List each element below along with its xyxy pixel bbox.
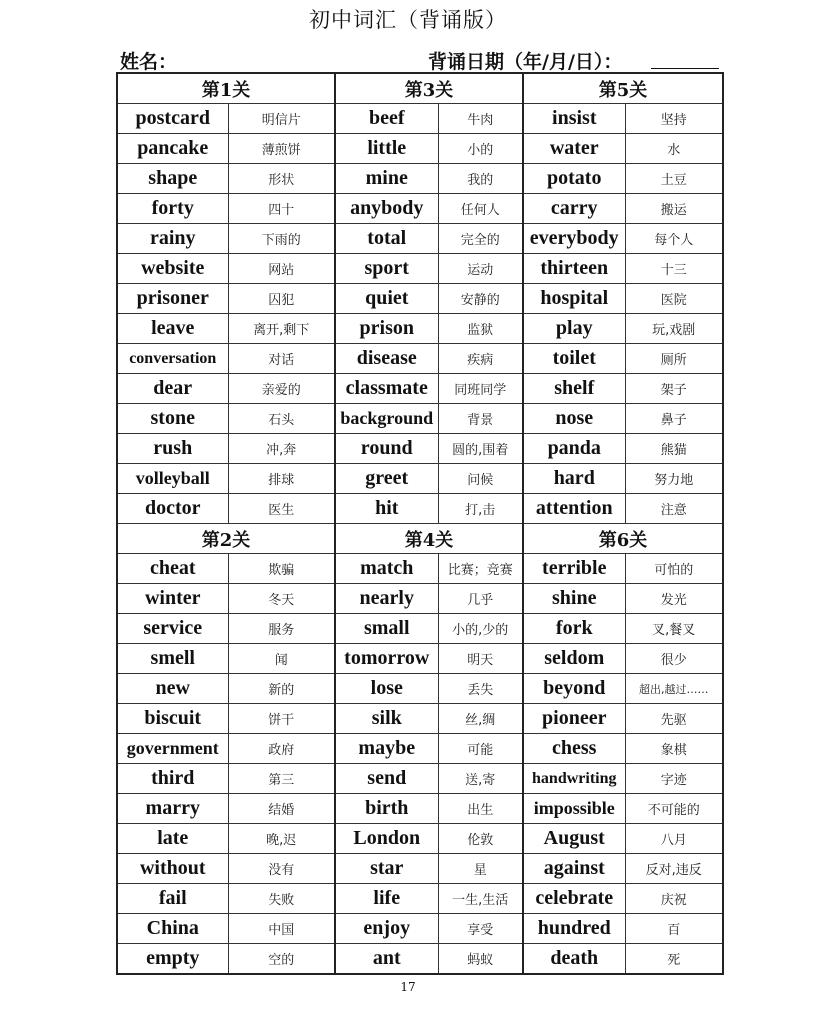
english-word: carry — [523, 194, 625, 224]
chinese-meaning: 圆的,围着 — [438, 434, 523, 464]
english-word: third — [117, 764, 228, 794]
english-word: handwriting — [523, 764, 625, 794]
english-word: shape — [117, 164, 228, 194]
chinese-meaning: 离开,剩下 — [228, 314, 335, 344]
english-word: prison — [335, 314, 438, 344]
vocab-row — [117, 254, 723, 284]
chinese-meaning: 四十 — [228, 194, 335, 224]
english-word: seldom — [523, 644, 625, 674]
level-header: 第1关 — [117, 73, 335, 104]
english-word: shelf — [523, 374, 625, 404]
chinese-meaning: 下雨的 — [228, 224, 335, 254]
chinese-meaning: 叉,餐叉 — [625, 614, 723, 644]
english-word: empty — [117, 944, 228, 975]
english-word: rainy — [117, 224, 228, 254]
level-header: 第4关 — [335, 524, 523, 554]
chinese-meaning: 丝,绸 — [438, 704, 523, 734]
chinese-meaning: 冬天 — [228, 584, 335, 614]
chinese-meaning: 我的 — [438, 164, 523, 194]
chinese-meaning: 十三 — [625, 254, 723, 284]
chinese-meaning: 努力地 — [625, 464, 723, 494]
chinese-meaning: 可怕的 — [625, 554, 723, 584]
english-word: tomorrow — [335, 644, 438, 674]
chinese-meaning: 出生 — [438, 794, 523, 824]
english-word: sport — [335, 254, 438, 284]
chinese-meaning: 每个人 — [625, 224, 723, 254]
chinese-meaning: 百 — [625, 914, 723, 944]
level-header: 第2关 — [117, 524, 335, 554]
english-word: website — [117, 254, 228, 284]
chinese-meaning: 可能 — [438, 734, 523, 764]
chinese-meaning: 很少 — [625, 644, 723, 674]
chinese-meaning: 小的 — [438, 134, 523, 164]
vocab-row — [117, 884, 723, 914]
chinese-meaning: 疾病 — [438, 344, 523, 374]
chinese-meaning: 一生,生活 — [438, 884, 523, 914]
chinese-meaning: 同班同学 — [438, 374, 523, 404]
english-word: insist — [523, 104, 625, 134]
english-word: beyond — [523, 674, 625, 704]
chinese-meaning: 玩,戏剧 — [625, 314, 723, 344]
english-word: shine — [523, 584, 625, 614]
english-word: smell — [117, 644, 228, 674]
chinese-meaning: 字迹 — [625, 764, 723, 794]
date-blank-line[interactable] — [651, 68, 719, 69]
english-word: send — [335, 764, 438, 794]
date-label: 背诵日期（年/月/日）： — [428, 51, 623, 73]
english-word: everybody — [523, 224, 625, 254]
english-word: thirteen — [523, 254, 625, 284]
chinese-meaning: 饼干 — [228, 704, 335, 734]
english-word: nearly — [335, 584, 438, 614]
english-word: silk — [335, 704, 438, 734]
english-word: disease — [335, 344, 438, 374]
chinese-meaning: 明天 — [438, 644, 523, 674]
chinese-meaning: 任何人 — [438, 194, 523, 224]
english-word: play — [523, 314, 625, 344]
level-header-row — [117, 73, 723, 104]
english-word: star — [335, 854, 438, 884]
chinese-meaning: 超出,越过…… — [625, 674, 723, 704]
english-word: pioneer — [523, 704, 625, 734]
chinese-meaning: 搬运 — [625, 194, 723, 224]
vocab-row — [117, 734, 723, 764]
english-word: forty — [117, 194, 228, 224]
level-header: 第5关 — [523, 73, 723, 104]
english-word: water — [523, 134, 625, 164]
english-word: celebrate — [523, 884, 625, 914]
english-word: quiet — [335, 284, 438, 314]
english-word: dear — [117, 374, 228, 404]
vocab-row — [117, 914, 723, 944]
english-word: prisoner — [117, 284, 228, 314]
vocab-row — [117, 344, 723, 374]
english-word: lose — [335, 674, 438, 704]
english-word: panda — [523, 434, 625, 464]
chinese-meaning: 土豆 — [625, 164, 723, 194]
english-word: stone — [117, 404, 228, 434]
chinese-meaning: 送,寄 — [438, 764, 523, 794]
chinese-meaning: 背景 — [438, 404, 523, 434]
english-word: nose — [523, 404, 625, 434]
english-word: life — [335, 884, 438, 914]
english-word: background — [335, 404, 438, 434]
english-word: biscuit — [117, 704, 228, 734]
english-word: hundred — [523, 914, 625, 944]
english-word: fork — [523, 614, 625, 644]
vocab-row — [117, 794, 723, 824]
chinese-meaning: 庆祝 — [625, 884, 723, 914]
chinese-meaning: 几乎 — [438, 584, 523, 614]
english-word: little — [335, 134, 438, 164]
page-number: 17 — [400, 980, 416, 994]
level-header: 第6关 — [523, 524, 723, 554]
chinese-meaning: 注意 — [625, 494, 723, 524]
chinese-meaning: 八月 — [625, 824, 723, 854]
english-word: round — [335, 434, 438, 464]
vocab-row — [117, 404, 723, 434]
chinese-meaning: 伦敦 — [438, 824, 523, 854]
chinese-meaning: 晚,迟 — [228, 824, 335, 854]
english-word: without — [117, 854, 228, 884]
chinese-meaning: 明信片 — [228, 104, 335, 134]
english-word: ant — [335, 944, 438, 975]
name-label: 姓名： — [120, 51, 178, 73]
chinese-meaning: 医院 — [625, 284, 723, 314]
english-word: birth — [335, 794, 438, 824]
chinese-meaning: 新的 — [228, 674, 335, 704]
english-word: match — [335, 554, 438, 584]
vocab-row — [117, 584, 723, 614]
chinese-meaning: 第三 — [228, 764, 335, 794]
english-word: beef — [335, 104, 438, 134]
chinese-meaning: 象棋 — [625, 734, 723, 764]
chinese-meaning: 丢失 — [438, 674, 523, 704]
english-word: toilet — [523, 344, 625, 374]
vocab-row — [117, 554, 723, 584]
chinese-meaning: 比赛；竞赛 — [438, 554, 523, 584]
chinese-meaning: 蚂蚁 — [438, 944, 523, 975]
vocab-row — [117, 104, 723, 134]
chinese-meaning: 政府 — [228, 734, 335, 764]
english-word: leave — [117, 314, 228, 344]
chinese-meaning: 安静的 — [438, 284, 523, 314]
chinese-meaning: 医生 — [228, 494, 335, 524]
chinese-meaning: 网站 — [228, 254, 335, 284]
vocab-row — [117, 764, 723, 794]
vocab-row — [117, 374, 723, 404]
chinese-meaning: 熊猫 — [625, 434, 723, 464]
vocab-row — [117, 494, 723, 524]
english-word: total — [335, 224, 438, 254]
vocab-row — [117, 944, 723, 975]
english-word: maybe — [335, 734, 438, 764]
chinese-meaning: 架子 — [625, 374, 723, 404]
vocab-row — [117, 164, 723, 194]
english-word: volleyball — [117, 464, 228, 494]
vocab-row — [117, 644, 723, 674]
chinese-meaning: 牛肉 — [438, 104, 523, 134]
chinese-meaning: 薄煎饼 — [228, 134, 335, 164]
english-word: hard — [523, 464, 625, 494]
vocab-row — [117, 614, 723, 644]
chinese-meaning: 水 — [625, 134, 723, 164]
vocab-row — [117, 194, 723, 224]
english-word: enjoy — [335, 914, 438, 944]
vocab-row — [117, 134, 723, 164]
chinese-meaning: 运动 — [438, 254, 523, 284]
english-word: anybody — [335, 194, 438, 224]
english-word: August — [523, 824, 625, 854]
english-word: doctor — [117, 494, 228, 524]
english-word: hit — [335, 494, 438, 524]
chinese-meaning: 欺骗 — [228, 554, 335, 584]
chinese-meaning: 打,击 — [438, 494, 523, 524]
english-word: small — [335, 614, 438, 644]
vocab-row — [117, 674, 723, 704]
level-header-row — [117, 524, 723, 554]
chinese-meaning: 发光 — [625, 584, 723, 614]
chinese-meaning: 星 — [438, 854, 523, 884]
page-title: 初中词汇（背诵版） — [309, 8, 507, 32]
chinese-meaning: 对话 — [228, 344, 335, 374]
chinese-meaning: 反对,违反 — [625, 854, 723, 884]
chinese-meaning: 监狱 — [438, 314, 523, 344]
vocab-row — [117, 854, 723, 884]
chinese-meaning: 不可能的 — [625, 794, 723, 824]
vocab-row — [117, 824, 723, 854]
chinese-meaning: 排球 — [228, 464, 335, 494]
chinese-meaning: 形状 — [228, 164, 335, 194]
chinese-meaning: 空的 — [228, 944, 335, 975]
chinese-meaning: 鼻子 — [625, 404, 723, 434]
chinese-meaning: 问候 — [438, 464, 523, 494]
chinese-meaning: 亲爱的 — [228, 374, 335, 404]
english-word: attention — [523, 494, 625, 524]
english-word: fail — [117, 884, 228, 914]
vocab-row — [117, 314, 723, 344]
chinese-meaning: 石头 — [228, 404, 335, 434]
english-word: London — [335, 824, 438, 854]
vocab-row — [117, 704, 723, 734]
chinese-meaning: 死 — [625, 944, 723, 975]
chinese-meaning: 失败 — [228, 884, 335, 914]
english-word: hospital — [523, 284, 625, 314]
vocab-row — [117, 434, 723, 464]
english-word: new — [117, 674, 228, 704]
chinese-meaning: 厕所 — [625, 344, 723, 374]
english-word: late — [117, 824, 228, 854]
english-word: winter — [117, 584, 228, 614]
chinese-meaning: 中国 — [228, 914, 335, 944]
chinese-meaning: 囚犯 — [228, 284, 335, 314]
english-word: marry — [117, 794, 228, 824]
chinese-meaning: 小的,少的 — [438, 614, 523, 644]
vocabulary-table — [116, 72, 724, 975]
chinese-meaning: 先驱 — [625, 704, 723, 734]
english-word: service — [117, 614, 228, 644]
english-word: chess — [523, 734, 625, 764]
english-word: mine — [335, 164, 438, 194]
chinese-meaning: 服务 — [228, 614, 335, 644]
chinese-meaning: 冲,奔 — [228, 434, 335, 464]
vocab-row — [117, 224, 723, 254]
english-word: conversation — [117, 344, 228, 374]
english-word: pancake — [117, 134, 228, 164]
vocab-row — [117, 464, 723, 494]
english-word: greet — [335, 464, 438, 494]
chinese-meaning: 没有 — [228, 854, 335, 884]
english-word: classmate — [335, 374, 438, 404]
chinese-meaning: 闻 — [228, 644, 335, 674]
english-word: impossible — [523, 794, 625, 824]
chinese-meaning: 享受 — [438, 914, 523, 944]
english-word: rush — [117, 434, 228, 464]
level-header: 第3关 — [335, 73, 523, 104]
english-word: postcard — [117, 104, 228, 134]
english-word: China — [117, 914, 228, 944]
english-word: cheat — [117, 554, 228, 584]
chinese-meaning: 完全的 — [438, 224, 523, 254]
vocab-row — [117, 284, 723, 314]
english-word: government — [117, 734, 228, 764]
chinese-meaning: 坚持 — [625, 104, 723, 134]
english-word: terrible — [523, 554, 625, 584]
english-word: potato — [523, 164, 625, 194]
english-word: against — [523, 854, 625, 884]
english-word: death — [523, 944, 625, 975]
chinese-meaning: 结婚 — [228, 794, 335, 824]
